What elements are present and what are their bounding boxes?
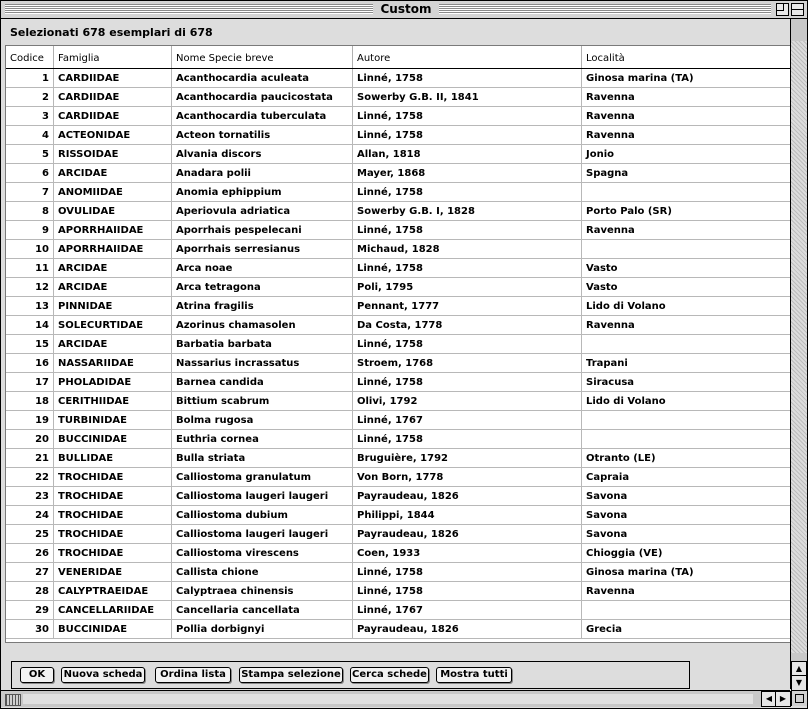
column-header-famiglia[interactable]: Famiglia — [54, 46, 172, 68]
codice-cell: 30 — [6, 620, 54, 639]
localita-cell: Siracusa — [586, 377, 635, 388]
title-bar[interactable] — [1, 1, 807, 19]
nome-specie-cell: Atrina fragilis — [172, 297, 353, 316]
localita-cell: Ginosa marina (TA) — [586, 567, 694, 578]
localita-cell: Trapani — [586, 358, 628, 369]
table-row[interactable] — [6, 544, 790, 563]
horizontal-scroll-track[interactable] — [23, 694, 753, 704]
codice-cell: 24 — [6, 506, 54, 525]
codice-cell: 10 — [6, 240, 54, 259]
table-row[interactable] — [6, 183, 790, 202]
codice-cell: 1 — [6, 69, 54, 88]
autore-cell: Sowerby G.B. II, 1841 — [353, 88, 582, 107]
famiglia-cell: PINNIDAE — [54, 297, 172, 316]
famiglia-cell: APORRHAIIDAE — [54, 221, 172, 240]
stampa-selezione-button[interactable]: Stampa selezione — [239, 667, 343, 683]
famiglia-cell: SOLECURTIDAE — [54, 316, 172, 335]
codice-cell: 5 — [6, 145, 54, 164]
famiglia-cell: CARDIIDAE — [54, 69, 172, 88]
famiglia-cell: ARCIDAE — [54, 278, 172, 297]
codice-cell: 20 — [6, 430, 54, 449]
table-row[interactable] — [6, 278, 790, 297]
nome-specie-cell: Nassarius incrassatus — [172, 354, 353, 373]
nome-specie-cell: Acteon tornatilis — [172, 126, 353, 145]
nome-specie-cell: Azorinus chamasolen — [172, 316, 353, 335]
table-row[interactable] — [6, 107, 790, 126]
autore-cell: Linné, 1758 — [353, 373, 582, 392]
table-row[interactable] — [6, 69, 790, 88]
table-row[interactable] — [6, 506, 790, 525]
scroll-right-icon[interactable]: ▶ — [775, 691, 791, 707]
localita-cell: Grecia — [586, 624, 623, 635]
scroll-left-icon[interactable]: ◀ — [761, 691, 777, 707]
famiglia-cell: CARDIIDAE — [54, 107, 172, 126]
localita-cell: Lido di Volano — [586, 301, 666, 312]
localita-cell: Porto Palo (SR) — [586, 206, 672, 217]
codice-cell: 15 — [6, 335, 54, 354]
table-row[interactable] — [6, 373, 790, 392]
codice-cell: 25 — [6, 525, 54, 544]
ordina-lista-button[interactable]: Ordina lista — [155, 667, 231, 683]
localita-cell: Ravenna — [586, 111, 635, 122]
codice-cell: 18 — [6, 392, 54, 411]
autore-cell: Allan, 1818 — [353, 145, 582, 164]
nome-specie-cell: Aperiovula adriatica — [172, 202, 353, 221]
autore-cell: Linné, 1758 — [353, 183, 582, 202]
table-row[interactable] — [6, 449, 790, 468]
localita-cell: Savona — [586, 491, 628, 502]
localita-cell: Savona — [586, 510, 628, 521]
localita-cell — [582, 240, 790, 259]
table-row[interactable] — [6, 145, 790, 164]
table-row[interactable] — [6, 164, 790, 183]
table-row[interactable] — [6, 202, 790, 221]
famiglia-cell: NASSARIIDAE — [54, 354, 172, 373]
codice-cell: 28 — [6, 582, 54, 601]
nuova-scheda-button[interactable]: Nuova scheda — [61, 667, 145, 683]
autore-cell: Linné, 1758 — [353, 221, 582, 240]
codice-cell: 11 — [6, 259, 54, 278]
localita-cell: Otranto (LE) — [586, 453, 656, 464]
codice-cell: 21 — [6, 449, 54, 468]
autore-cell: Stroem, 1768 — [353, 354, 582, 373]
title-stripes-right — [439, 4, 771, 14]
localita-cell — [582, 601, 790, 620]
nome-specie-cell: Callista chione — [172, 563, 353, 582]
famiglia-cell: CALYPTRAEIDAE — [54, 582, 172, 601]
codice-cell: 9 — [6, 221, 54, 240]
autore-cell: Poli, 1795 — [353, 278, 582, 297]
famiglia-cell: PHOLADIDAE — [54, 373, 172, 392]
famiglia-cell: CARDIIDAE — [54, 88, 172, 107]
nome-specie-cell: Euthria cornea — [172, 430, 353, 449]
codice-cell: 3 — [6, 107, 54, 126]
nome-specie-cell: Alvania discors — [172, 145, 353, 164]
table-row[interactable] — [6, 392, 790, 411]
autore-cell: Payraudeau, 1826 — [353, 487, 582, 506]
codice-cell: 2 — [6, 88, 54, 107]
famiglia-cell: BULLIDAE — [54, 449, 172, 468]
vertical-scrollbar[interactable] — [790, 19, 807, 689]
famiglia-cell: ANOMIIDAE — [54, 183, 172, 202]
famiglia-cell: ACTEONIDAE — [54, 126, 172, 145]
codice-cell: 4 — [6, 126, 54, 145]
localita-cell: Chioggia (VE) — [586, 548, 663, 559]
codice-cell: 16 — [6, 354, 54, 373]
table-body — [6, 69, 790, 639]
codice-cell: 22 — [6, 468, 54, 487]
famiglia-cell: TROCHIDAE — [54, 487, 172, 506]
horizontal-scrollbar[interactable] — [1, 690, 790, 707]
famiglia-cell: VENERIDAE — [54, 563, 172, 582]
scroll-down-icon[interactable]: ▼ — [791, 675, 807, 691]
scroll-up-icon[interactable]: ▲ — [791, 661, 807, 677]
localita-cell: Jonio — [586, 149, 615, 160]
nome-specie-cell: Calliostoma dubium — [172, 506, 353, 525]
table-row[interactable] — [6, 430, 790, 449]
codice-cell: 13 — [6, 297, 54, 316]
table-row[interactable] — [6, 259, 790, 278]
autore-cell: Philippi, 1844 — [353, 506, 582, 525]
table-row[interactable] — [6, 487, 790, 506]
autore-cell: Da Costa, 1778 — [353, 316, 582, 335]
localita-cell: Ravenna — [586, 92, 635, 103]
autore-cell: Linné, 1758 — [353, 259, 582, 278]
table-row[interactable] — [6, 525, 790, 544]
horizontal-scroll-thumb[interactable] — [5, 694, 21, 706]
nome-specie-cell: Acanthocardia tuberculata — [172, 107, 353, 126]
table-row[interactable] — [6, 354, 790, 373]
nome-specie-cell: Acanthocardia paucicostata — [172, 88, 353, 107]
autore-cell: Payraudeau, 1826 — [353, 525, 582, 544]
localita-cell: Ravenna — [586, 320, 635, 331]
codice-cell: 14 — [6, 316, 54, 335]
autore-cell: Bruguière, 1792 — [353, 449, 582, 468]
codice-cell: 29 — [6, 601, 54, 620]
autore-cell: Sowerby G.B. I, 1828 — [353, 202, 582, 221]
table-row[interactable] — [6, 88, 790, 107]
table-header — [6, 46, 790, 69]
famiglia-cell: TROCHIDAE — [54, 468, 172, 487]
codice-cell: 12 — [6, 278, 54, 297]
codice-cell: 19 — [6, 411, 54, 430]
table-row[interactable] — [6, 582, 790, 601]
table-row[interactable] — [6, 601, 790, 620]
nome-specie-cell: Arca tetragona — [172, 278, 353, 297]
famiglia-cell: TURBINIDAE — [54, 411, 172, 430]
table-row[interactable] — [6, 126, 790, 145]
column-header-codice[interactable]: Codice — [6, 46, 54, 68]
famiglia-cell: ARCIDAE — [54, 335, 172, 354]
nome-specie-cell: Anomia ephippium — [172, 183, 353, 202]
famiglia-cell: TROCHIDAE — [54, 506, 172, 525]
autore-cell: Payraudeau, 1826 — [353, 620, 582, 639]
nome-specie-cell: Pollia dorbignyi — [172, 620, 353, 639]
autore-cell: Mayer, 1868 — [353, 164, 582, 183]
table-row[interactable] — [6, 240, 790, 259]
table-row[interactable] — [6, 335, 790, 354]
ok-button[interactable]: OK — [20, 667, 54, 683]
localita-cell: Ravenna — [586, 586, 635, 597]
nome-specie-cell: Calliostoma laugeri laugeri — [172, 487, 353, 506]
nome-specie-cell: Calyptraea chinensis — [172, 582, 353, 601]
nome-specie-cell: Bittium scabrum — [172, 392, 353, 411]
famiglia-cell: TROCHIDAE — [54, 544, 172, 563]
nome-specie-cell: Barnea candida — [172, 373, 353, 392]
famiglia-cell: RISSOIDAE — [54, 145, 172, 164]
selection-status — [5, 19, 785, 45]
autore-cell: Von Born, 1778 — [353, 468, 582, 487]
codice-cell: 17 — [6, 373, 54, 392]
nome-specie-cell: Anadara polii — [172, 164, 353, 183]
autore-cell: Coen, 1933 — [353, 544, 582, 563]
mostra-tutti-button[interactable]: Mostra tutti — [436, 667, 512, 683]
famiglia-cell: ARCIDAE — [54, 259, 172, 278]
localita-cell: Vasto — [586, 282, 618, 293]
localita-cell — [582, 430, 790, 449]
autore-cell: Pennant, 1777 — [353, 297, 582, 316]
autore-cell: Linné, 1758 — [353, 69, 582, 88]
localita-cell: Savona — [586, 529, 628, 540]
famiglia-cell: CERITHIIDAE — [54, 392, 172, 411]
famiglia-cell: BUCCINIDAE — [54, 620, 172, 639]
autore-cell: Linné, 1758 — [353, 126, 582, 145]
autore-cell: Olivi, 1792 — [353, 392, 582, 411]
nome-specie-cell: Arca noae — [172, 259, 353, 278]
localita-cell — [582, 335, 790, 354]
table-row[interactable] — [6, 221, 790, 240]
localita-cell: Capraia — [586, 472, 630, 483]
title-stripes-left — [5, 4, 373, 14]
autore-cell: Linné, 1758 — [353, 582, 582, 601]
famiglia-cell: ARCIDAE — [54, 164, 172, 183]
resize-grow-icon[interactable] — [791, 691, 807, 706]
zoom-box-icon[interactable] — [776, 3, 789, 16]
column-header-localita[interactable]: Località — [586, 53, 625, 64]
table-row[interactable] — [6, 563, 790, 582]
localita-cell: Vasto — [586, 263, 618, 274]
nome-specie-cell: Bolma rugosa — [172, 411, 353, 430]
famiglia-cell: CANCELLARIIDAE — [54, 601, 172, 620]
nome-specie-cell: Calliostoma granulatum — [172, 468, 353, 487]
table-row[interactable] — [6, 468, 790, 487]
localita-cell — [582, 183, 790, 202]
autore-cell: Michaud, 1828 — [353, 240, 582, 259]
codice-cell: 6 — [6, 164, 54, 183]
vertical-scroll-track[interactable] — [791, 41, 807, 653]
famiglia-cell: APORRHAIIDAE — [54, 240, 172, 259]
autore-cell: Linné, 1758 — [353, 335, 582, 354]
table-row[interactable] — [6, 316, 790, 335]
localita-cell: Spagna — [586, 168, 629, 179]
nome-specie-cell: Calliostoma laugeri laugeri — [172, 525, 353, 544]
table-row[interactable] — [6, 411, 790, 430]
nome-specie-cell: Barbatia barbata — [172, 335, 353, 354]
specimen-table[interactable] — [5, 45, 791, 643]
codice-cell: 27 — [6, 563, 54, 582]
button-bar — [11, 661, 690, 689]
codice-cell: 8 — [6, 202, 54, 221]
nome-specie-cell: Aporrhais pespelecani — [172, 221, 353, 240]
localita-cell: Ravenna — [586, 225, 635, 236]
cerca-schede-button[interactable]: Cerca schede — [350, 667, 429, 683]
localita-cell: Ginosa marina (TA) — [586, 73, 694, 84]
codice-cell: 26 — [6, 544, 54, 563]
selection-status-text: Selezionati 678 esemplari di 678 — [10, 26, 213, 39]
autore-cell: Linné, 1758 — [353, 430, 582, 449]
famiglia-cell: TROCHIDAE — [54, 525, 172, 544]
localita-cell — [582, 411, 790, 430]
nome-specie-cell: Aporrhais serresianus — [172, 240, 353, 259]
collapse-box-icon[interactable] — [791, 3, 804, 16]
table-row[interactable] — [6, 620, 790, 639]
autore-cell: Linné, 1767 — [353, 411, 582, 430]
nome-specie-cell: Acanthocardia aculeata — [172, 69, 353, 88]
table-row[interactable] — [6, 297, 790, 316]
column-header-autore[interactable]: Autore — [353, 46, 582, 68]
column-header-nome-specie[interactable]: Nome Specie breve — [172, 46, 353, 68]
famiglia-cell: OVULIDAE — [54, 202, 172, 221]
nome-specie-cell: Calliostoma virescens — [172, 544, 353, 563]
localita-cell: Lido di Volano — [586, 396, 666, 407]
autore-cell: Linné, 1758 — [353, 563, 582, 582]
window-title: Custom — [373, 1, 439, 18]
codice-cell: 23 — [6, 487, 54, 506]
autore-cell: Linné, 1758 — [353, 107, 582, 126]
codice-cell: 7 — [6, 183, 54, 202]
nome-specie-cell: Cancellaria cancellata — [172, 601, 353, 620]
nome-specie-cell: Bulla striata — [172, 449, 353, 468]
localita-cell: Ravenna — [586, 130, 635, 141]
famiglia-cell: BUCCINIDAE — [54, 430, 172, 449]
autore-cell: Linné, 1767 — [353, 601, 582, 620]
